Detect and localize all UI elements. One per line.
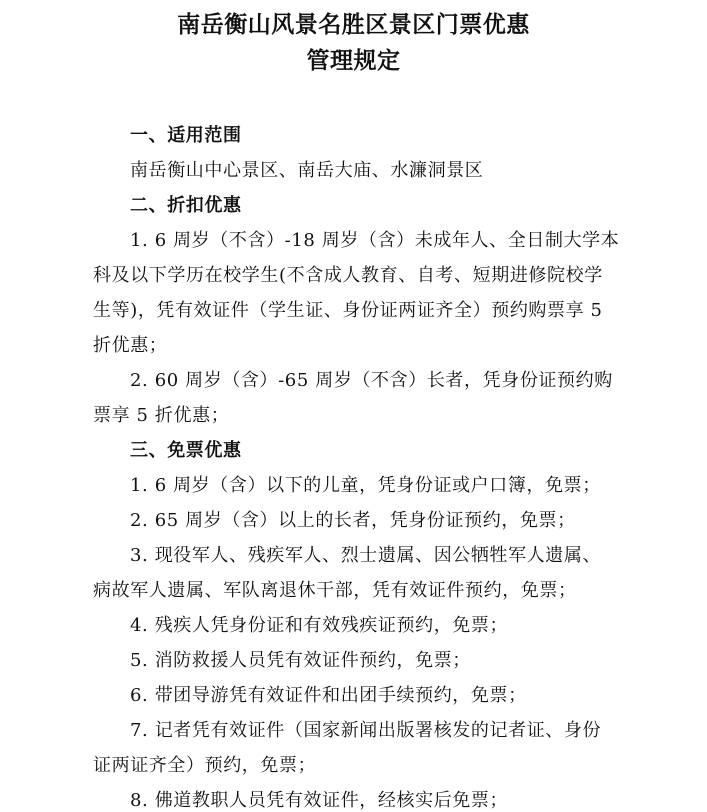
section-heading-discount: 二、折扣优惠 — [130, 195, 242, 216]
paragraph-line: 2. 65 周岁（含）以上的长者，凭身份证预约，免票； — [130, 510, 576, 531]
paragraph-line: 生等)，凭有效证件（学生证、身份证两证齐全）预约购票享 5 — [93, 300, 603, 321]
paragraph-line: 3. 现役军人、残疾军人、烈士遗属、因公牺牲军人遗属、 — [130, 545, 602, 566]
document-title-line-2: 管理规定 — [306, 48, 401, 74]
paragraph-line: 2. 60 周岁（含）-65 周岁（不含）长者，凭身份证预约购 — [130, 370, 613, 391]
paragraph-line: 1. 6 周岁（含）以下的儿童，凭身份证或户口簿，免票； — [130, 475, 601, 496]
section-heading-free-ticket: 三、免票优惠 — [130, 440, 242, 461]
paragraph-line: 票享 5 折优惠； — [93, 405, 230, 426]
paragraph-line: 南岳衡山中心景区、南岳大庙、水濂洞景区 — [130, 160, 484, 181]
document-title-line-1: 南岳衡山风景名胜区景区门票优惠 — [177, 12, 530, 38]
paragraph-line: 病故军人遗属、军队离退休干部，凭有效证件预约，免票； — [93, 580, 577, 601]
paragraph-line: 证两证齐全）预约，免票； — [93, 755, 317, 776]
paragraph-line: 折优惠； — [93, 335, 168, 356]
paragraph-line: 4. 残疾人凭身份证和有效残疾证预约，免票； — [130, 615, 509, 636]
paragraph-line: 1. 6 周岁（不含）-18 周岁（含）未成年人、全日制大学本 — [130, 230, 620, 251]
paragraph-line: 7. 记者凭有效证件（国家新闻出版署核发的记者证、身份 — [130, 720, 602, 741]
section-heading-scope: 一、适用范围 — [130, 125, 242, 146]
paragraph-line: 科及以下学历在校学生(不含成人教育、自考、短期进修院校学 — [93, 265, 603, 286]
paragraph-line: 5. 消防救援人员凭有效证件预约，免票； — [130, 650, 471, 671]
paragraph-line: 8. 佛道教职人员凭有效证件，经核实后免票； — [130, 790, 509, 811]
paragraph-line: 6. 带团导游凭有效证件和出团手续预约，免票； — [130, 685, 527, 706]
